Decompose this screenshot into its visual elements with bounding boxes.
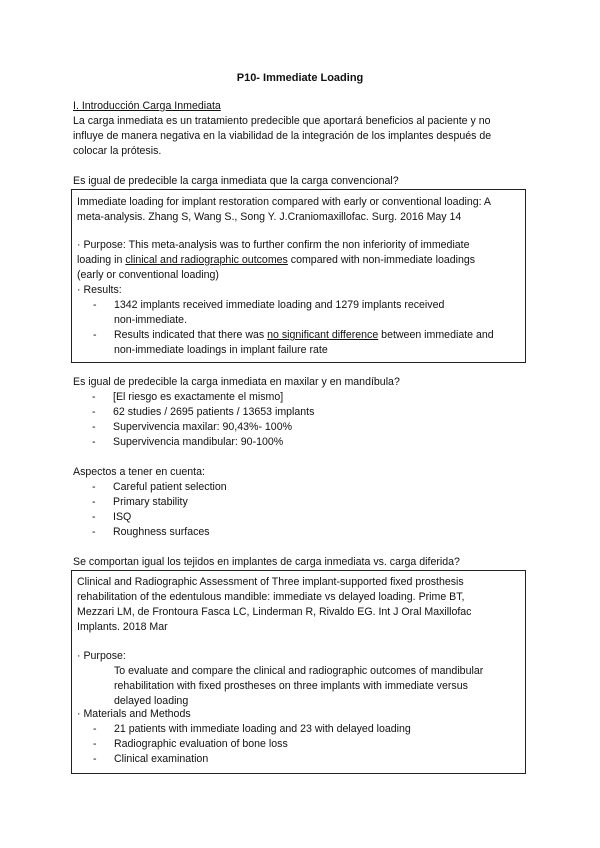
list-item: Supervivencia mandibular: 90-100% xyxy=(113,436,284,448)
bullet-dash: - xyxy=(93,753,97,765)
purpose-line: delayed loading xyxy=(114,695,189,707)
purpose-line xyxy=(77,253,475,268)
purpose-line: rehabilitation with fixed prostheses on three implants with immediate versus xyxy=(114,680,468,692)
citation-line: meta-analysis. Zhang S, Wang S., Song Y. J.Craniomaxillofac. Surg. 2016 May 14 xyxy=(77,211,462,223)
result-line xyxy=(114,328,494,343)
citation-line: Implants. 2018 Mar xyxy=(77,621,168,633)
bullet-dash: - xyxy=(92,421,96,433)
materials-label: · Materials and Methods xyxy=(77,708,191,720)
bullet-dash: - xyxy=(92,496,96,508)
list-item: 62 studies / 2695 patients / 13653 implants xyxy=(113,406,315,418)
intro-line: influye de manera negativa en la viabilidad de la integración de los implantes después de xyxy=(73,130,492,142)
bullet-dash: - xyxy=(92,511,96,523)
underlined-run: clinical and radiographic outcomes xyxy=(125,254,288,266)
citation-line: Immediate loading for implant restoration compared with early or conventional loading: A xyxy=(77,196,491,208)
result-line: 1342 implants received immediate loading and 1279 implants received xyxy=(114,299,445,311)
citation-line: rehabilitation of the edentulous mandible: immediate vs delayed loading. Prime BT, xyxy=(77,591,465,603)
bullet-dash: - xyxy=(93,738,97,750)
list-item: Roughness surfaces xyxy=(113,526,210,538)
list-item: 21 patients with immediate loading and 23 with delayed loading xyxy=(114,723,411,735)
bullet-dash: - xyxy=(93,329,97,341)
bullet-dash: - xyxy=(92,406,96,418)
bullet-dash: - xyxy=(92,436,96,448)
result-line: non-immediate. xyxy=(114,314,188,326)
bullet-dash: - xyxy=(93,723,97,735)
question-conventional: Es igual de predecible la carga inmediata que la carga convencional? xyxy=(73,175,399,187)
question-maxilar: Es igual de predecible la carga inmediata en maxilar y en mandíbula? xyxy=(73,376,400,388)
text-run: loading in xyxy=(77,254,126,266)
bullet-dash: - xyxy=(92,481,96,493)
underlined-run: no significant difference xyxy=(267,329,379,341)
intro-line: colocar la prótesis. xyxy=(73,145,162,157)
text-run: compared with non-immediate loadings xyxy=(287,254,476,266)
intro-heading: I. Introducción Carga Inmediata xyxy=(73,100,221,112)
citation-line: Clinical and Radiographic Assessment of Three implant-supported fixed prosthesis xyxy=(77,576,464,588)
result-line: non-immediate loadings in implant failure rate xyxy=(114,344,328,356)
document-title: P10- Immediate Loading xyxy=(236,72,364,84)
list-item: Supervivencia maxilar: 90,43%- 100% xyxy=(113,421,293,433)
study-box-prime xyxy=(71,570,526,774)
citation-line: Mezzari LM, de Frontoura Fasca LC, Linderman R, Rivaldo EG. Int J Oral Maxillofac xyxy=(77,606,472,618)
purpose-line: · Purpose: This meta-analysis was to further confirm the non inferiority of immediate xyxy=(77,239,470,251)
question-tissues: Se comportan igual los tejidos en implantes de carga inmediata vs. carga diferida? xyxy=(73,556,460,568)
bullet-dash: - xyxy=(93,299,97,311)
bullet-dash: - xyxy=(92,526,96,538)
results-label: · Results: xyxy=(77,284,122,296)
purpose-line: To evaluate and compare the clinical and radiographic outcomes of mandibular xyxy=(114,665,484,677)
list-item: Primary stability xyxy=(113,496,188,508)
study-box-zhang xyxy=(71,189,526,363)
bullet-dash: - xyxy=(92,391,96,403)
list-item: ISQ xyxy=(113,511,132,523)
purpose-line: (early or conventional loading) xyxy=(77,269,219,281)
list-item: Radiographic evaluation of bone loss xyxy=(114,738,288,750)
list-item: Clinical examination xyxy=(114,753,209,765)
list-item: Careful patient selection xyxy=(113,481,227,493)
aspects-heading: Aspectos a tener en cuenta: xyxy=(73,466,205,478)
list-item: [El riesgo es exactamente el mismo] xyxy=(113,391,284,403)
intro-line: La carga inmediata es un tratamiento predecible que aportará beneficios al paciente y no xyxy=(73,115,491,127)
purpose-label: · Purpose: xyxy=(77,650,126,662)
text-run: between immediate and xyxy=(378,329,494,341)
text-run: Results indicated that there was xyxy=(114,329,268,341)
